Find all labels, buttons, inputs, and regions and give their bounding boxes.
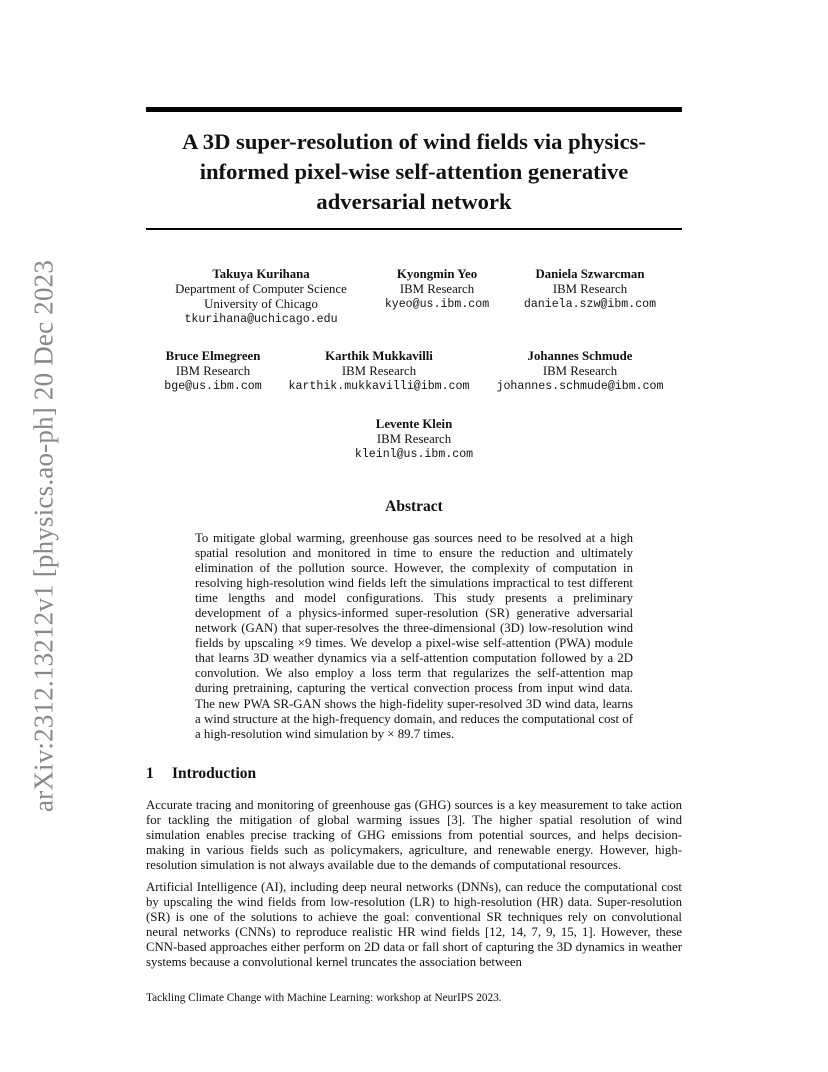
- abstract-heading: Abstract: [385, 498, 443, 515]
- section-number: 1: [146, 765, 154, 782]
- author-affiliation: IBM Research: [341, 364, 417, 378]
- author-affiliation: IBM Research: [376, 432, 452, 446]
- author-affiliation: University of Chicago: [204, 297, 318, 311]
- author-name: Bruce Elmegreen: [165, 349, 261, 363]
- author-name: Takuya Kurihana: [212, 267, 310, 281]
- paper-title: A 3D super-resolution of wind fields via physics-informed pixel-wise self-attention generative adversarial network: [182, 129, 646, 214]
- author-block: [314, 417, 514, 462]
- author-email: kleinl@us.ibm.com: [354, 448, 474, 461]
- author-affiliation: IBM Research: [552, 282, 628, 296]
- author-email: karthik.mukkavilli@ibm.com: [288, 380, 470, 393]
- author-name: Karthik Mukkavilli: [325, 349, 433, 363]
- intro-paragraph: Artificial Intelligence (AI), including deep neural networks (DNNs), can reduce the computational cost by upscaling the wind fields from low-resolution (LR) to high-resolution (HR) data. Super-resolution (SR) is one of the solutions to achieve the goal: conventional SR techniques rely on convolutional neural networks (CNNs) to reproduce realistic HR wind fields [12, 14, 7, 9, 15, 1]. However, these CNN-based approaches either perform on 2D data or fall short of capturing the 3D dynamics in weather systems because a convolutional kernel truncates the association between: [146, 880, 682, 970]
- author-block: [480, 349, 680, 394]
- author-affiliation: IBM Research: [399, 282, 475, 296]
- author-email: johannes.schmude@ibm.com: [496, 380, 664, 393]
- title-bottom-rule: [146, 228, 682, 230]
- author-email: tkurihana@uchicago.edu: [184, 313, 338, 326]
- author-affiliation: IBM Research: [175, 364, 251, 378]
- author-name: Kyongmin Yeo: [396, 267, 478, 281]
- author-affiliation: IBM Research: [542, 364, 618, 378]
- title-top-rule: [146, 107, 682, 112]
- abstract-text: To mitigate global warming, greenhouse gas sources need to be resolved at a high spatial resolution and monitored in time to ensure the reduction and ultimately elimination of the pollution source. However, the complexity of computation in resolving high-resolution wind fields left the simulations impractical to test different time lengths and model configurations. This study presents a preliminary development of a physics-informed super-resolution (SR) generative adversarial network (GAN) that super-resolves the three-dimensional (3D) low-resolution wind fields by upscaling ×9 times. We develop a pixel-wise self-attention (PWA) module that learns 3D weather dynamics via a self-attention computation followed by a 2D convolution. We also employ a loss term that regularizes the self-attention map during pretraining, capturing the vertical convection process from input wind data. The new PWA SR-GAN shows the high-fidelity super-resolved 3D wind data, learns a wind structure at the high-frequency domain, and reduces the computational cost of a high-resolution wind simulation by × 89.7 times.: [195, 531, 633, 741]
- author-name: Levente Klein: [375, 417, 453, 431]
- author-block: [161, 267, 361, 327]
- workshop-footnote: Tackling Climate Change with Machine Learning: workshop at NeurIPS 2023.: [146, 992, 502, 1004]
- section-title: Introduction: [172, 765, 257, 782]
- author-affiliation: Department of Computer Science: [175, 282, 347, 296]
- author-name: Johannes Schmude: [527, 349, 633, 363]
- author-email: daniela.szw@ibm.com: [523, 298, 657, 311]
- arxiv-identifier-stamp: arXiv:2312.13212v1 [physics.ao-ph] 20 Dec 2023: [28, 259, 59, 813]
- author-name: Daniela Szwarcman: [535, 267, 645, 281]
- intro-paragraph: Accurate tracing and monitoring of greenhouse gas (GHG) sources is a key measurement to take action for tackling the mitigation of global warming issues [3]. The higher spatial resolution of wind simulation enables precise tracking of GHG emissions from potential sources, and helps decision-making in various fields such as policymakers, agriculture, and renewable energy. However, high-resolution simulation is not always available due to the demands of computational resources.: [146, 798, 682, 873]
- section-heading-introduction: [146, 765, 256, 783]
- author-email: kyeo@us.ibm.com: [384, 298, 490, 311]
- author-block: [490, 267, 690, 312]
- author-block: [279, 349, 479, 394]
- author-email: bge@us.ibm.com: [164, 380, 262, 393]
